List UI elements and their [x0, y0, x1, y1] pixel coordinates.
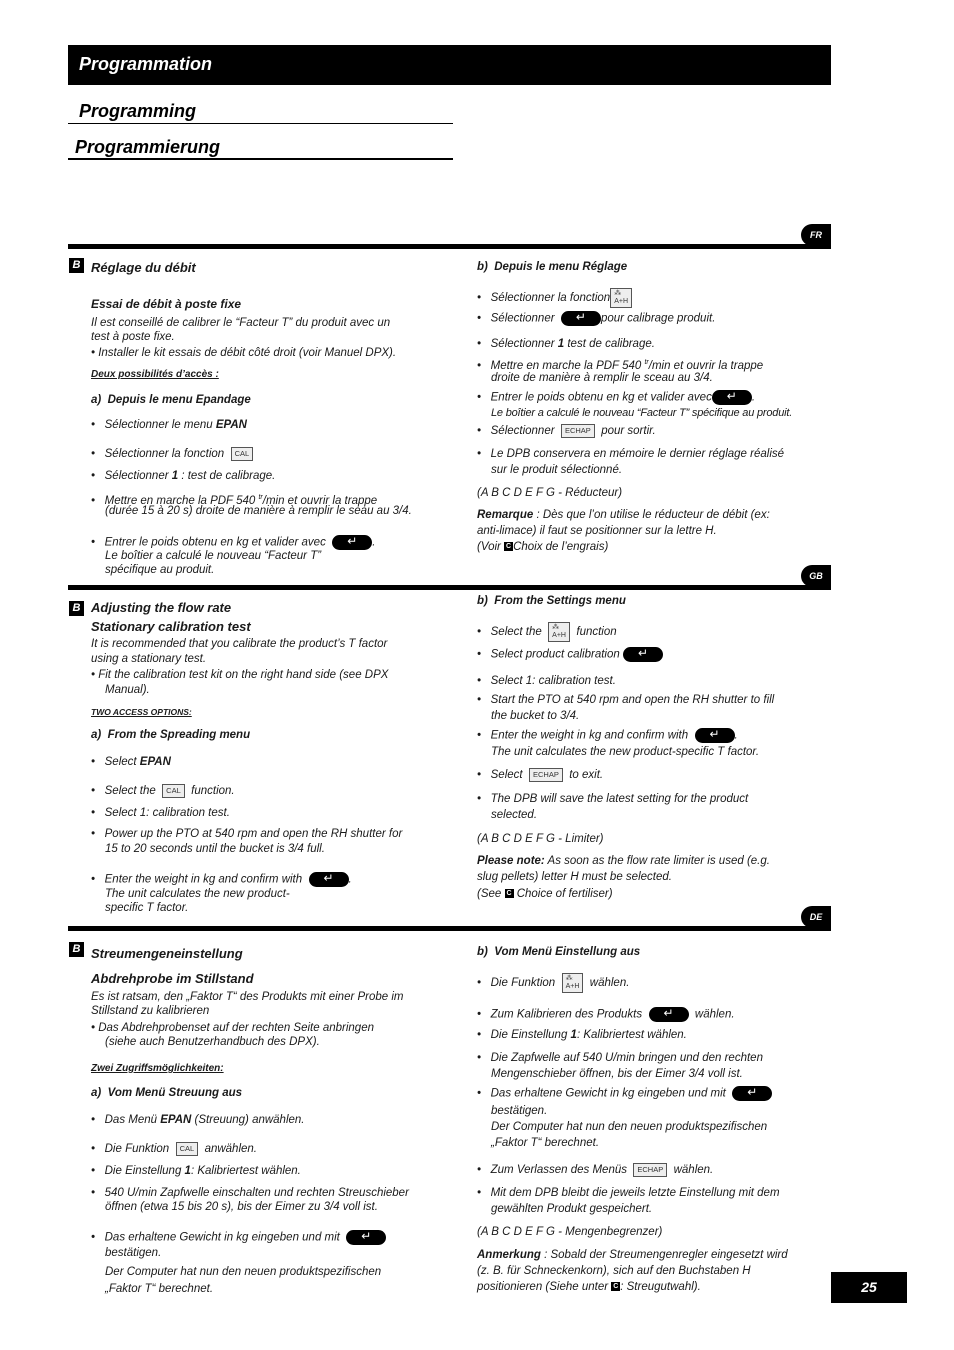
list-item: • Zum Kalibrieren des Produkts ↵ wählen. — [477, 1007, 735, 1023]
echap-key-icon: ECHAP — [561, 424, 595, 438]
enter-key-icon — [332, 535, 372, 550]
list-item-cont: Le boîtier a calculé le nouveau “Facteur T” — [105, 550, 322, 562]
list-item: • Sélectionner ↵ pour calibrage produit. — [477, 311, 715, 327]
fr-remark-3: (Voir C Choix de l’engrais) — [477, 541, 609, 553]
enter-key-icon — [732, 1086, 772, 1101]
list-item: • Select the CAL function. — [91, 785, 235, 798]
list-item-cont: Der Computer hat nun den neuen produktspezifischen — [105, 1266, 382, 1278]
lang-tag-fr: FR — [801, 224, 831, 246]
list-item: • Select the ⁂ A+H function — [477, 622, 617, 642]
enter-key-icon — [695, 728, 735, 743]
list-item-cont: bestätigen. — [105, 1247, 162, 1259]
enter-key-icon — [346, 1230, 386, 1245]
lang-tag-gb: GB — [801, 565, 831, 587]
title-de: Programmierung — [75, 137, 221, 157]
title-en: Programming — [79, 101, 197, 121]
fr-remark-2: anti-limace) il faut se positionner sur la lettre H. — [477, 525, 717, 537]
title-en-underline — [68, 123, 453, 124]
de-letters: (A B C D E F G - Mengenbegrenzer) — [477, 1226, 663, 1238]
list-item: • Start the PTO at 540 rpm and open the RH shutter to fill — [477, 694, 775, 706]
list-item: • Entrer le poids obtenu en kg et valider avec ↵ . — [91, 535, 375, 551]
cal-key-icon: CAL — [176, 1142, 199, 1156]
gb-a-heading: a) From the Spreading menu — [91, 729, 251, 741]
page-number: 25 — [831, 1272, 907, 1303]
c-section-icon: C — [613, 1283, 619, 1291]
fr-access-heading: Deux possibilités d’accès : — [91, 369, 219, 380]
list-item: • Die Einstellung 1: Kalibriertest wählen. — [477, 1029, 687, 1041]
list-item-cont: Mengenschieber öffnen, bis der Eimer 3/4 voll ist. — [491, 1068, 743, 1080]
title-fr: Programmation — [79, 54, 213, 74]
list-item: • Select 1: calibration test. — [91, 807, 230, 819]
gb-intro-3: • Fit the calibration test kit on the right hand side (see DPX — [91, 669, 389, 681]
list-item: • Sélectionner 1 : test de calibrage. — [91, 470, 276, 482]
list-item: • Die Einstellung 1: Kalibriertest wählen. — [91, 1165, 301, 1177]
list-item-cont: bestätigen. — [491, 1105, 548, 1117]
fr-title: Réglage du débit — [91, 260, 196, 275]
list-item-cont: 15 to 20 seconds until the bucket is 3/4 full. — [105, 843, 325, 855]
cal-key-icon: CAL — [231, 447, 254, 461]
c-section-icon: C — [506, 890, 512, 898]
list-item-cont: „Faktor T“ berechnet. — [105, 1283, 214, 1295]
list-item: • Select EPAN — [91, 756, 171, 768]
list-item: • Sélectionner 1 test de calibrage. — [477, 338, 655, 350]
fr-intro-2: test à poste fixe. — [91, 331, 175, 343]
fr-remark-1: Remarque : Dès que l’on utilise le réducteur de débit (ex: — [477, 509, 770, 521]
enter-key-icon — [561, 311, 601, 326]
de-remark-2: (z. B. für Schneckenkorn), sich auf den Buchstaben H — [477, 1265, 751, 1277]
section-b-marker: B — [69, 942, 84, 957]
list-item-cont: öffnen (etwa 15 bis 20 s), bis der Eimer zu 3/4 voll ist. — [105, 1201, 378, 1213]
list-item: • Enter the weight in kg and confirm with ↵ . — [477, 728, 738, 744]
list-item: • Sélectionner la fonction ⁂ A+H — [477, 288, 632, 308]
enter-key-icon — [712, 390, 752, 405]
list-item: • Sélectionner ECHAP pour sortir. — [477, 425, 656, 438]
list-item-cont: spécifique au produit. — [105, 564, 215, 576]
list-item: • Die Zapfwelle auf 540 U/min bringen und den rechten — [477, 1052, 763, 1064]
a-h-key-icon: ⁂ A+H — [562, 973, 584, 993]
gb-b-heading: b) From the Settings menu — [477, 595, 626, 607]
de-access-heading: Zwei Zugriffsmöglichkeiten: — [91, 1063, 224, 1074]
section-b-marker: B — [69, 601, 84, 616]
gb-intro-4: Manual). — [105, 684, 150, 696]
cal-key-icon: CAL — [162, 784, 185, 798]
de-intro-3: • Das Abdrehprobenset auf der rechten Seite anbringen — [91, 1022, 374, 1034]
fr-a-heading: a) Depuis le menu Epandage — [91, 394, 251, 406]
fr-intro-3: • Installer le kit essais de débit côté droit (voir Manuel DPX). — [91, 347, 397, 359]
enter-key-icon — [623, 647, 663, 662]
fr-subtitle: Essai de débit à poste fixe — [91, 297, 242, 311]
de-remark-1: Anmerkung : Sobald der Streumengenregler eingesetzt wird — [477, 1249, 788, 1261]
list-item: • Entrer le poids obtenu en kg et valider avec↵ . — [477, 390, 755, 406]
list-item-cont: the bucket to 3/4. — [491, 710, 580, 722]
list-item: • Das Menü EPAN (Streuung) anwählen. — [91, 1114, 305, 1126]
list-item-cont: „Faktor T“ berechnet. — [491, 1137, 600, 1149]
section-divider-de — [68, 926, 831, 931]
list-item-cont: The unit calculates the new product- — [105, 888, 290, 900]
list-item: • Sélectionner le menu EPAN — [91, 419, 247, 431]
list-item: • Zum Verlassen des Menüs ECHAP wählen. — [477, 1164, 714, 1177]
fr-letters: (A B C D E F G - Réducteur) — [477, 487, 623, 499]
header-bar — [68, 45, 831, 85]
de-intro-4: (siehe auch Benutzerhandbuch des DPX). — [105, 1036, 320, 1048]
list-item: • Sélectionner la fonction CAL — [91, 447, 253, 462]
list-item: • Das erhaltene Gewicht in kg eingeben und mit ↵ — [91, 1230, 386, 1246]
lang-tag-de: DE — [801, 906, 831, 928]
de-a-heading: a) Vom Menü Streuung aus — [91, 1087, 243, 1099]
section-divider-gb — [68, 585, 831, 590]
gb-letters: (A B C D E F G - Limiter) — [477, 833, 604, 845]
a-h-key-icon: ⁂ A+H — [548, 622, 570, 642]
list-item-cont: specific T factor. — [105, 902, 189, 914]
title-de-underline — [68, 158, 453, 160]
list-item: • Select 1: calibration test. — [477, 675, 616, 687]
gb-remark-3: (See C Choice of fertiliser) — [477, 888, 613, 900]
list-item: • Le DPB conservera en mémoire le dernier réglage réalisé — [477, 448, 785, 460]
de-b-heading: b) Vom Menü Einstellung aus — [477, 946, 641, 958]
de-remark-3: positionieren (Siehe unter C : Streugutwahl). — [477, 1281, 701, 1293]
list-item-cont: (durée 15 à 20 s) droite de manière à remplir le seau au 3/4. — [105, 505, 412, 517]
list-item: • The DPB will save the latest setting for the product — [477, 793, 749, 805]
gb-access-heading: TWO ACCESS OPTIONS: — [91, 707, 192, 717]
list-item: • Die Funktion ⁂ A+H wählen. — [477, 973, 629, 993]
list-item-cont: sur le produit sélectionné. — [491, 464, 623, 476]
list-item-cont: selected. — [491, 809, 538, 821]
de-subtitle: Abdrehprobe im Stillstand — [91, 971, 254, 986]
gb-remark-2: slug pellets) letter H must be selected. — [477, 871, 672, 883]
echap-key-icon: ECHAP — [633, 1163, 667, 1177]
gb-intro-2: using a stationary test. — [91, 653, 207, 665]
list-item: • Select product calibration ↵ — [477, 647, 663, 663]
gb-remark-1: Please note: As soon as the flow rate limiter is used (e.g. — [477, 855, 770, 867]
list-item: • Das erhaltene Gewicht in kg eingeben und mit ↵ — [477, 1086, 772, 1102]
list-item: • 540 U/min Zapfwelle einschalten und rechten Streuschieber — [91, 1187, 409, 1199]
list-item: • Mettre en marche la PDF 540 $^{tr}$/min et ouvrir la trappe — [91, 494, 378, 507]
list-item-cont: Le boîtier a calculé le nouveau “Facteur T” spécifique au produit. — [491, 407, 793, 419]
list-item: • Mit dem DPB bleibt die jeweils letzte Einstellung mit dem — [477, 1187, 780, 1199]
list-item-cont: gewählten Produkt gespeichert. — [491, 1203, 653, 1215]
fr-intro-1: Il est conseillé de calibrer le “Facteur T” du produit avec un — [91, 317, 391, 329]
enter-key-icon — [649, 1007, 689, 1022]
list-item: • Mettre en marche la PDF 540 $^{tr}$/min et ouvrir la trappe — [477, 359, 764, 372]
list-item: • Power up the PTO at 540 rpm and open the RH shutter for — [91, 828, 403, 840]
de-intro-1: Es ist ratsam, den „Faktor T“ des Produkts mit einer Probe im — [91, 991, 404, 1003]
gb-title: Adjusting the flow rate — [91, 600, 232, 615]
list-item: • Select ECHAP to exit. — [477, 769, 604, 782]
list-item-cont: Der Computer hat nun den neuen produktspezifischen — [491, 1121, 768, 1133]
list-item: • Die Funktion CAL anwählen. — [91, 1143, 257, 1156]
gb-intro-1: It is recommended that you calibrate the product’s T factor — [91, 638, 388, 650]
echap-key-icon: ECHAP — [529, 768, 563, 782]
de-title: Streumengeneinstellung — [91, 946, 243, 961]
de-intro-2: Stillstand zu kalibrieren — [91, 1005, 210, 1017]
enter-key-icon — [309, 872, 349, 887]
section-divider-fr — [68, 244, 831, 249]
a-h-key-icon: ⁂ A+H — [610, 288, 632, 308]
gb-subtitle: Stationary calibration test — [91, 619, 251, 634]
c-section-icon: C — [506, 543, 512, 551]
section-b-marker: B — [69, 258, 84, 273]
fr-b-heading: b) Depuis le menu Réglage — [477, 261, 628, 273]
list-item: • Enter the weight in kg and confirm with ↵ . — [91, 872, 352, 888]
list-item-cont: The unit calculates the new product-specific T factor. — [491, 746, 760, 758]
list-item-cont: droite de manière à remplir le sceau au 3/4. — [491, 372, 713, 384]
